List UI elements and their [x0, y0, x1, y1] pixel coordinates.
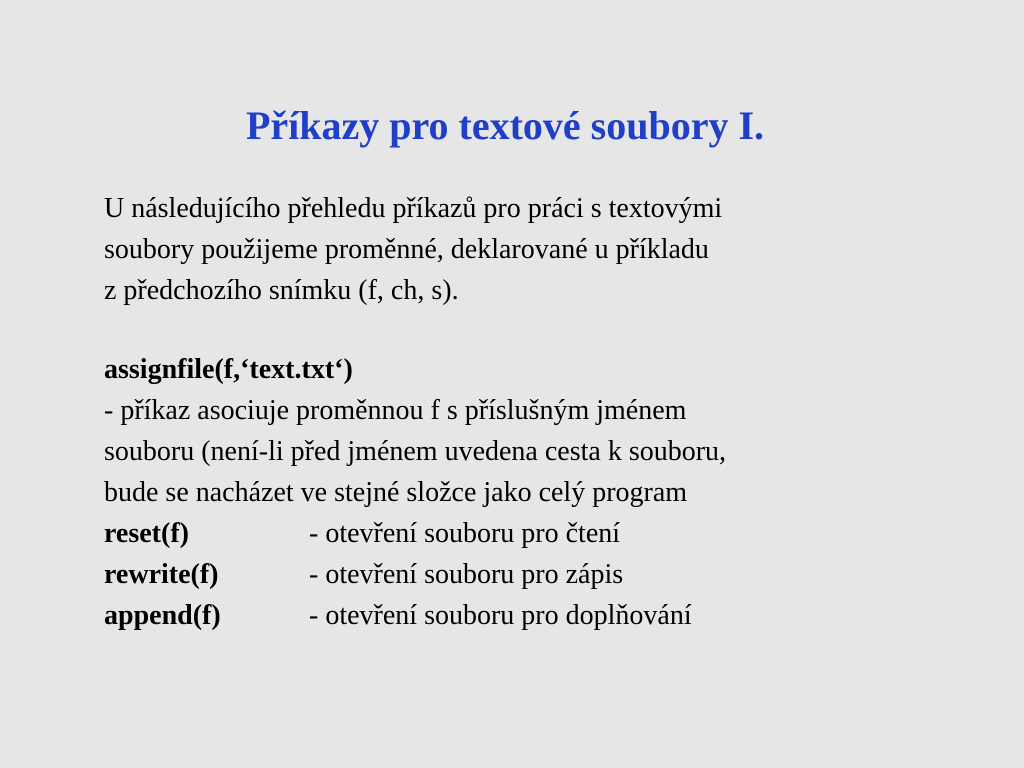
command-name-append: append(f): [104, 600, 221, 631]
command-row-rewrite: [104, 554, 964, 595]
assignfile-desc-line-3: bude se nacházet ve stejné složce jako celý program: [104, 477, 688, 508]
slide-body: [104, 188, 964, 636]
command-desc-reset: - otevření souboru pro čtení: [309, 518, 621, 549]
command-desc-rewrite: - otevření souboru pro zápis: [309, 559, 624, 590]
command-row-append: [104, 595, 964, 636]
assignfile-heading: assignfile(f,‘text.txt‘): [104, 354, 353, 385]
intro-line-2: soubory použijeme proměnné, deklarované u příkladu: [104, 234, 709, 265]
command-name-reset: reset(f): [104, 518, 189, 549]
slide-title: Příkazy pro textové soubory I.: [245, 103, 765, 148]
assignfile-desc-line-2: souboru (není-li před jménem uvedena cesta k souboru,: [104, 436, 727, 467]
paragraph-spacer: [104, 311, 964, 349]
command-desc-append: - otevření souboru pro doplňování: [309, 600, 692, 631]
command-name-rewrite: rewrite(f): [104, 559, 219, 590]
assignfile-desc-line-1: - příkaz asociuje proměnnou f s příslušným jménem: [104, 395, 687, 426]
intro-line-1: U následujícího přehledu příkazů pro práci s textovými: [104, 193, 723, 224]
intro-line-3: z předchozího snímku (f, ch, s).: [104, 275, 459, 306]
command-row-reset: [104, 513, 964, 554]
